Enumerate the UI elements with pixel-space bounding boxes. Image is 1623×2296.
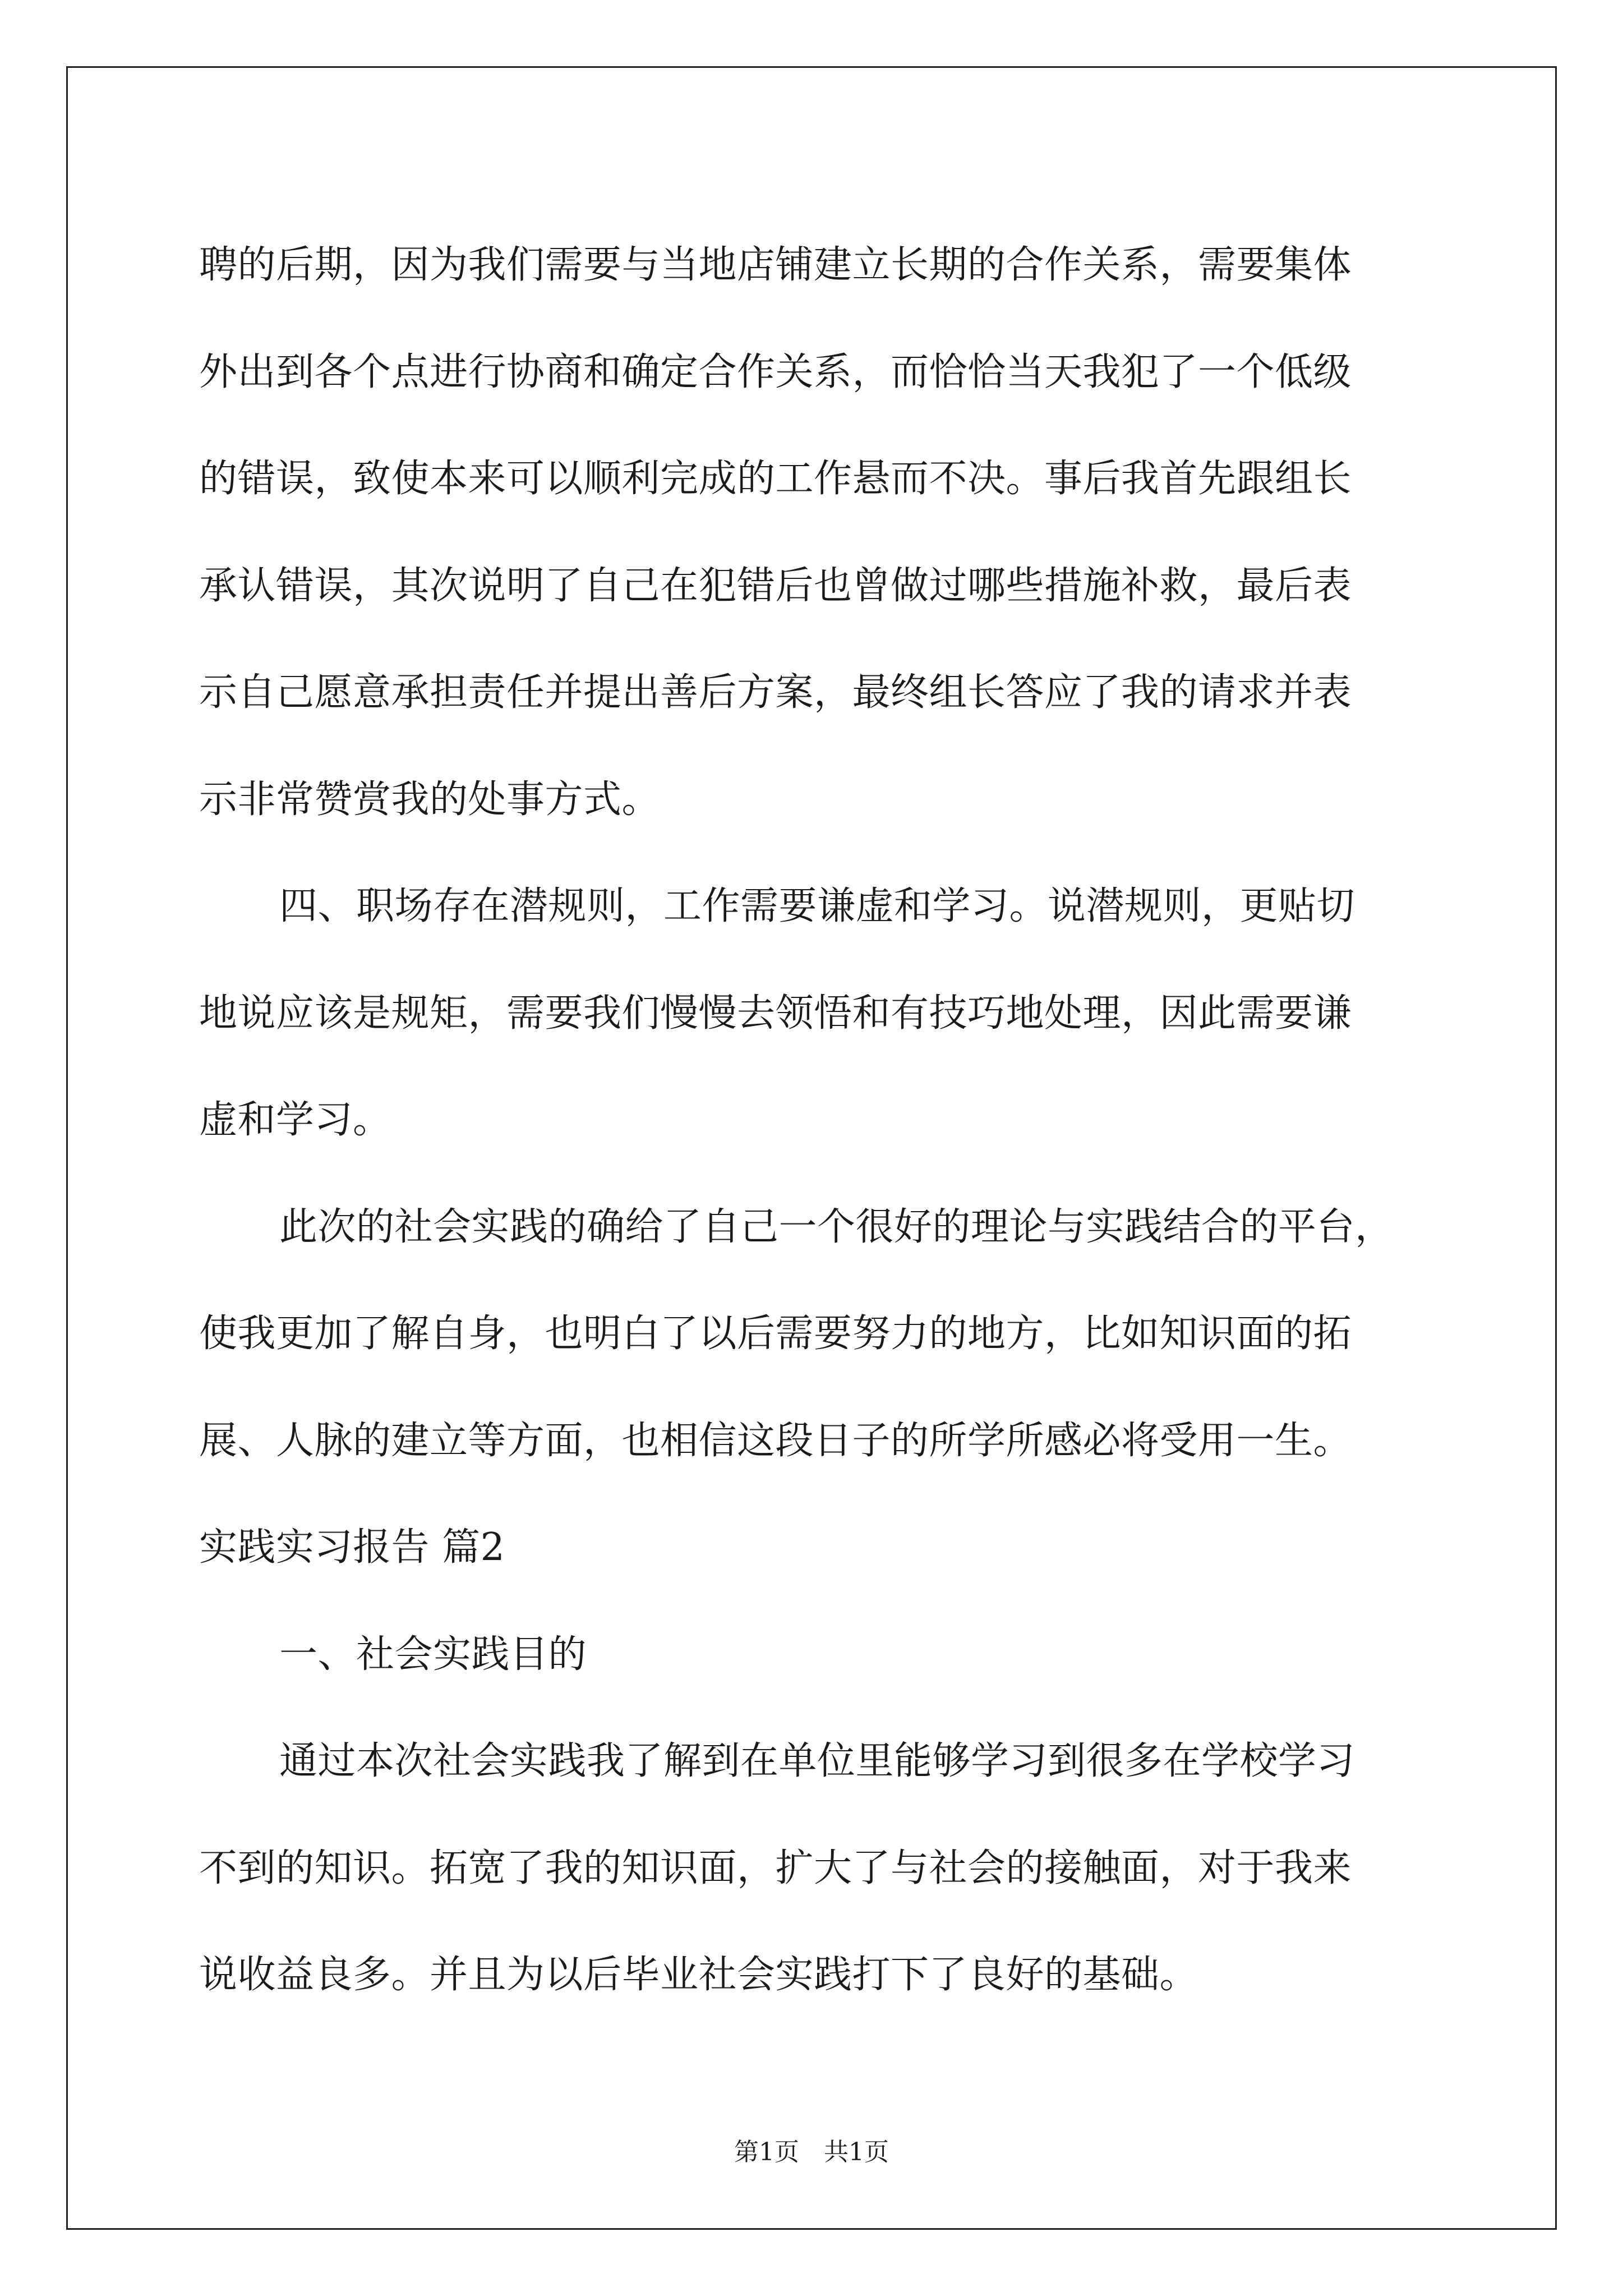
sub-heading — [199, 1602, 1458, 1709]
text-line: 不到的知识。拓宽了我的知识面，扩大了与社会的接触面，对于我来 — [199, 1846, 1352, 1890]
text-line: 地说应该是规矩，需要我们慢慢去领悟和有技巧地处理，因此需要谦 — [199, 991, 1352, 1036]
text-line: 外出到各个点进行协商和确定合作关系，而恰恰当天我犯了一个低级 — [199, 349, 1352, 394]
paragraph-2 — [199, 853, 1458, 1174]
text-line: 示非常赞赏我的处事方式。 — [199, 777, 661, 822]
text-line: 的错误，致使本来可以顺利完成的工作悬而不决。事后我首先跟组长 — [199, 457, 1352, 501]
document-body — [199, 212, 1458, 2029]
sub-heading-text: 一、社会实践目的 — [279, 1632, 587, 1677]
text-line: 四、职场存在潜规则，工作需要谦虚和学习。说潜规则，更贴切 — [279, 884, 1355, 928]
page-footer — [0, 2132, 1623, 2168]
text-line: 此次的社会实践的确给了自己一个很好的理论与实践结合的平台， — [279, 1204, 1394, 1249]
text-line: 聘的后期，因为我们需要与当地店铺建立长期的合作关系，需要集体 — [199, 243, 1352, 287]
section-heading: 实践实习报告 篇2 — [199, 1525, 505, 1570]
paragraph-3 — [199, 1174, 1458, 1495]
text-line: 虚和学习。 — [199, 1098, 391, 1142]
page-total: 共1页 — [824, 2138, 889, 2166]
page-number: 第1页 — [734, 2138, 799, 2166]
text-line: 展、人脉的建立等方面，也相信这段日子的所学所感必将受用一生。 — [199, 1418, 1352, 1463]
text-line: 示自己愿意承担责任并提出善后方案，最终组长答应了我的请求并表 — [199, 670, 1352, 715]
paragraph-1 — [199, 212, 1458, 853]
text-line: 说收益良多。并且为以后毕业社会实践打下了良好的基础。 — [199, 1953, 1198, 1997]
text-line: 承认错误，其次说明了自己在犯错后也曾做过哪些措施补救，最后表 — [199, 563, 1352, 608]
text-line: 使我更加了解自身，也明白了以后需要努力的地方，比如知识面的拓 — [199, 1312, 1352, 1356]
final-paragraph — [199, 1708, 1458, 2029]
text-line: 通过本次社会实践我了解到在单位里能够学习到很多在学校学习 — [279, 1739, 1355, 1783]
